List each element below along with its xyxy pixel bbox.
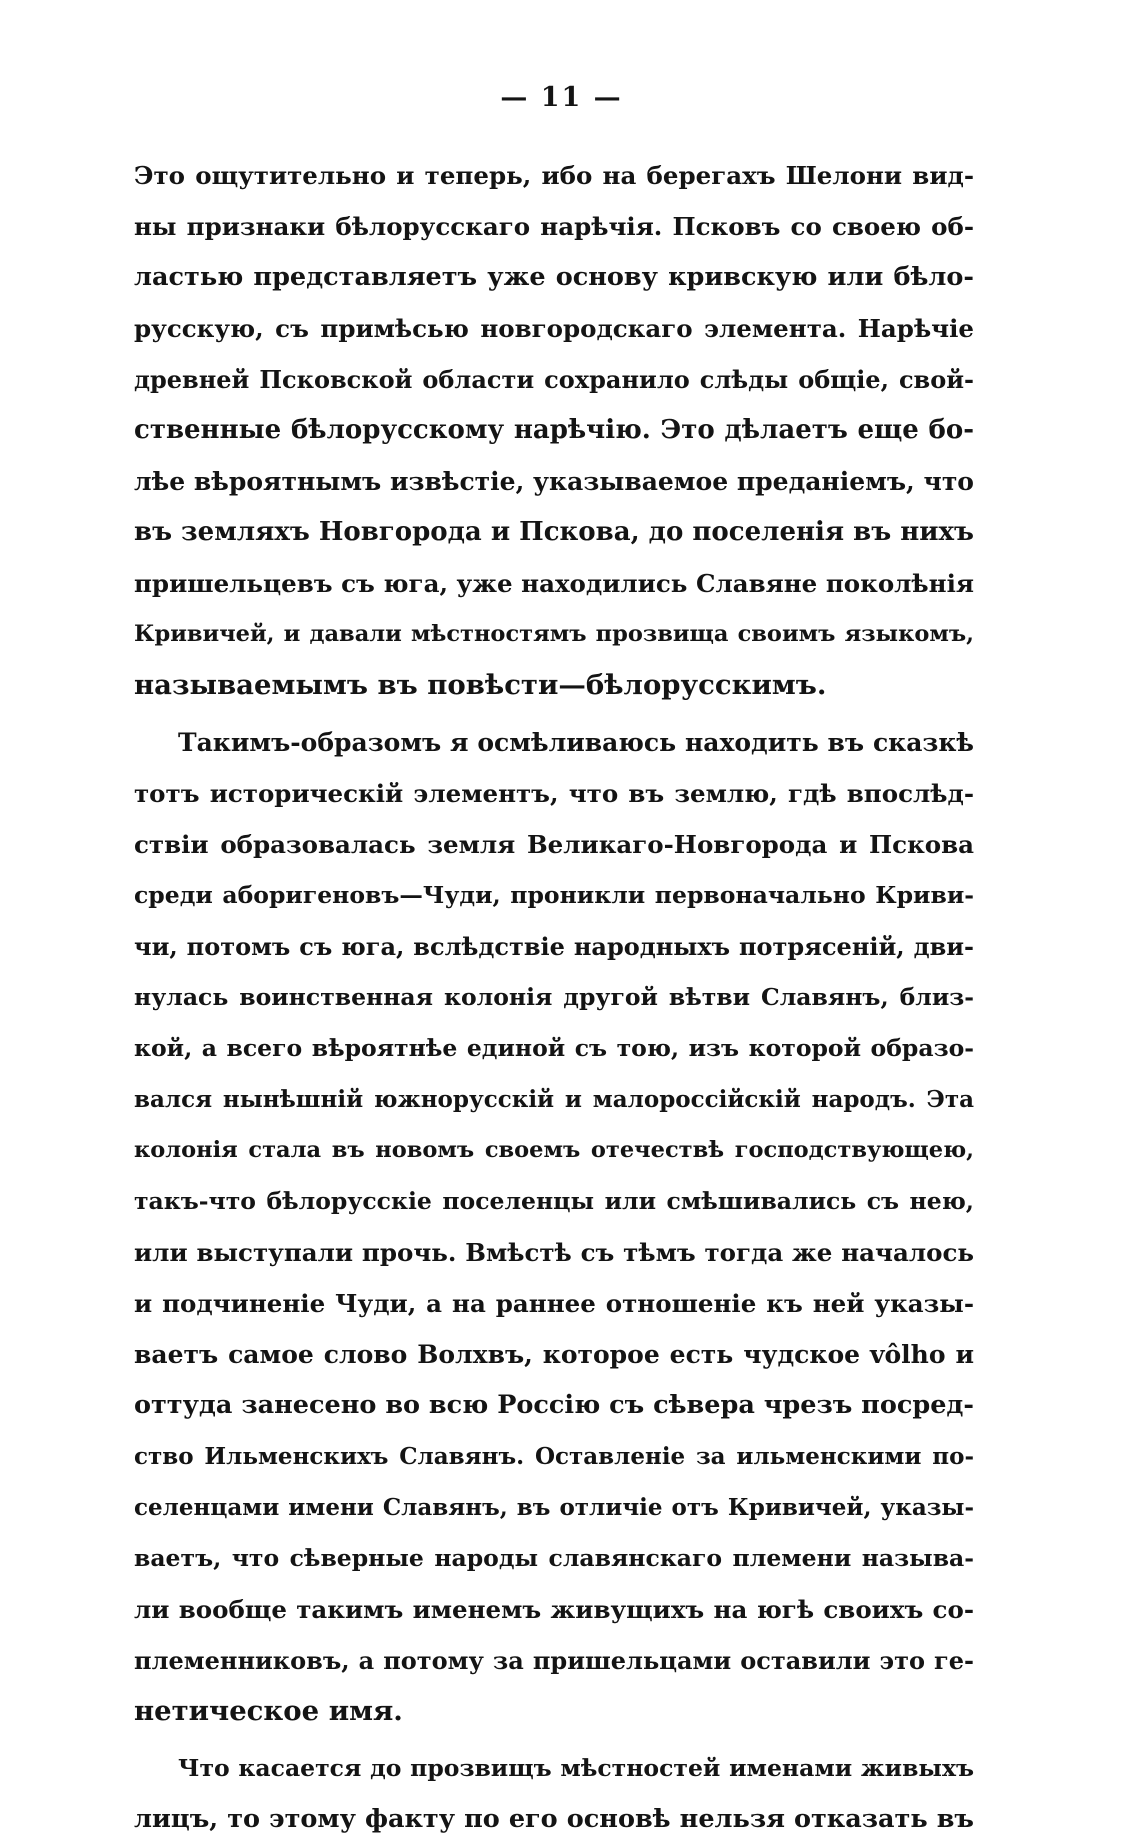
text-line: Что касается до прозвищъ мѣстностей именами живыхъ <box>178 1754 974 1782</box>
text-line: ны признаки бѣлорусскаго нарѣчія. Псковъ со своею об- <box>134 212 974 241</box>
text-line: чи, потомъ съ юга, вслѣдствіе народныхъ потрясеній, дви- <box>134 932 974 961</box>
text-line: ластью представляетъ уже основу кривскую или бѣло- <box>134 262 974 292</box>
text-line: лѣе вѣроятнымъ извѣстіе, указываемое преданіемъ, что <box>134 467 974 496</box>
paragraph-2 <box>134 717 974 1737</box>
text-line: тотъ историческій элементъ, что въ землю, гдѣ впослѣд- <box>134 779 974 808</box>
text-line: или выступали прочь. Вмѣстѣ съ тѣмъ тогда же началось <box>134 1238 974 1267</box>
text-line: древней Псковской области сохранило слѣды общіе, свой- <box>134 365 974 394</box>
text-line: нулась воинственная колонія другой вѣтви Славянъ, близ- <box>134 983 974 1011</box>
text-line: племенниковъ, а потому за пришельцами оставили это ге- <box>134 1646 974 1675</box>
text-line: селенцами имени Славянъ, въ отличіе отъ Кривичей, указы- <box>134 1494 974 1521</box>
page-number: — 11 — <box>500 82 623 113</box>
text-line: лицъ, то этому факту по его основѣ нельзя отказать въ <box>134 1804 974 1834</box>
text-line: среди аборигеновъ—Чуди, проникли первоначально Криви- <box>134 881 974 909</box>
text-line: пришельцевъ съ юга, уже находились Славяне поколѣнія <box>134 569 974 598</box>
text-line: ственные бѣлорусскому нарѣчію. Это дѣлаетъ еще бо- <box>134 415 974 445</box>
text-line: Кривичей, и давали мѣстностямъ прозвища своимъ языкомъ, <box>134 621 974 647</box>
text-line: такъ-что бѣлорусскіе поселенцы или смѣшивались съ нею, <box>134 1187 974 1215</box>
text-line: называемымъ въ повѣсти—бѣлорусскимъ. <box>134 669 827 701</box>
text-line: оттуда занесено во всю Россію съ сѣвера чрезъ посред- <box>134 1390 974 1420</box>
text-line: кой, а всего вѣроятнѣе единой съ тою, изъ которой образо- <box>134 1034 974 1062</box>
text-line: Такимъ-образомъ я осмѣливаюсь находить въ сказкѣ <box>178 728 974 757</box>
text-line: русскую, съ примѣсью новгородскаго элемента. Нарѣчіе <box>134 314 974 343</box>
paragraph-3 <box>134 1743 974 1845</box>
text-line: ваетъ самое слово Волхвъ, которое есть чудское vôlho и <box>134 1340 974 1369</box>
text-line: ли вообще такимъ именемъ живущихъ на югѣ своихъ со- <box>134 1595 974 1624</box>
text-line: ваетъ, что сѣверные народы славянскаго племени называ- <box>134 1544 974 1572</box>
text-line: ствіи образовалась земля Великаго-Новгорода и Пскова <box>134 830 974 859</box>
text-line: вался нынѣшній южнорусскій и малороссійскій народъ. Эта <box>134 1086 974 1113</box>
text-line: въ земляхъ Новгорода и Пскова, до поселенія въ нихъ <box>134 517 974 547</box>
text-line: и подчиненіе Чуди, а на раннее отношеніе къ ней указы- <box>134 1289 974 1318</box>
body-text <box>134 150 974 1845</box>
text-line: Это ощутительно и теперь, ибо на берегахъ Шелони вид- <box>134 161 974 190</box>
text-line: нетическое имя. <box>134 1695 403 1727</box>
text-line: ство Ильменскихъ Славянъ. Оставленіе за ильменскими по- <box>134 1443 974 1470</box>
text-line: колонія стала въ новомъ своемъ отечествѣ господствующею, <box>134 1137 974 1163</box>
paragraph-1 <box>134 150 974 711</box>
